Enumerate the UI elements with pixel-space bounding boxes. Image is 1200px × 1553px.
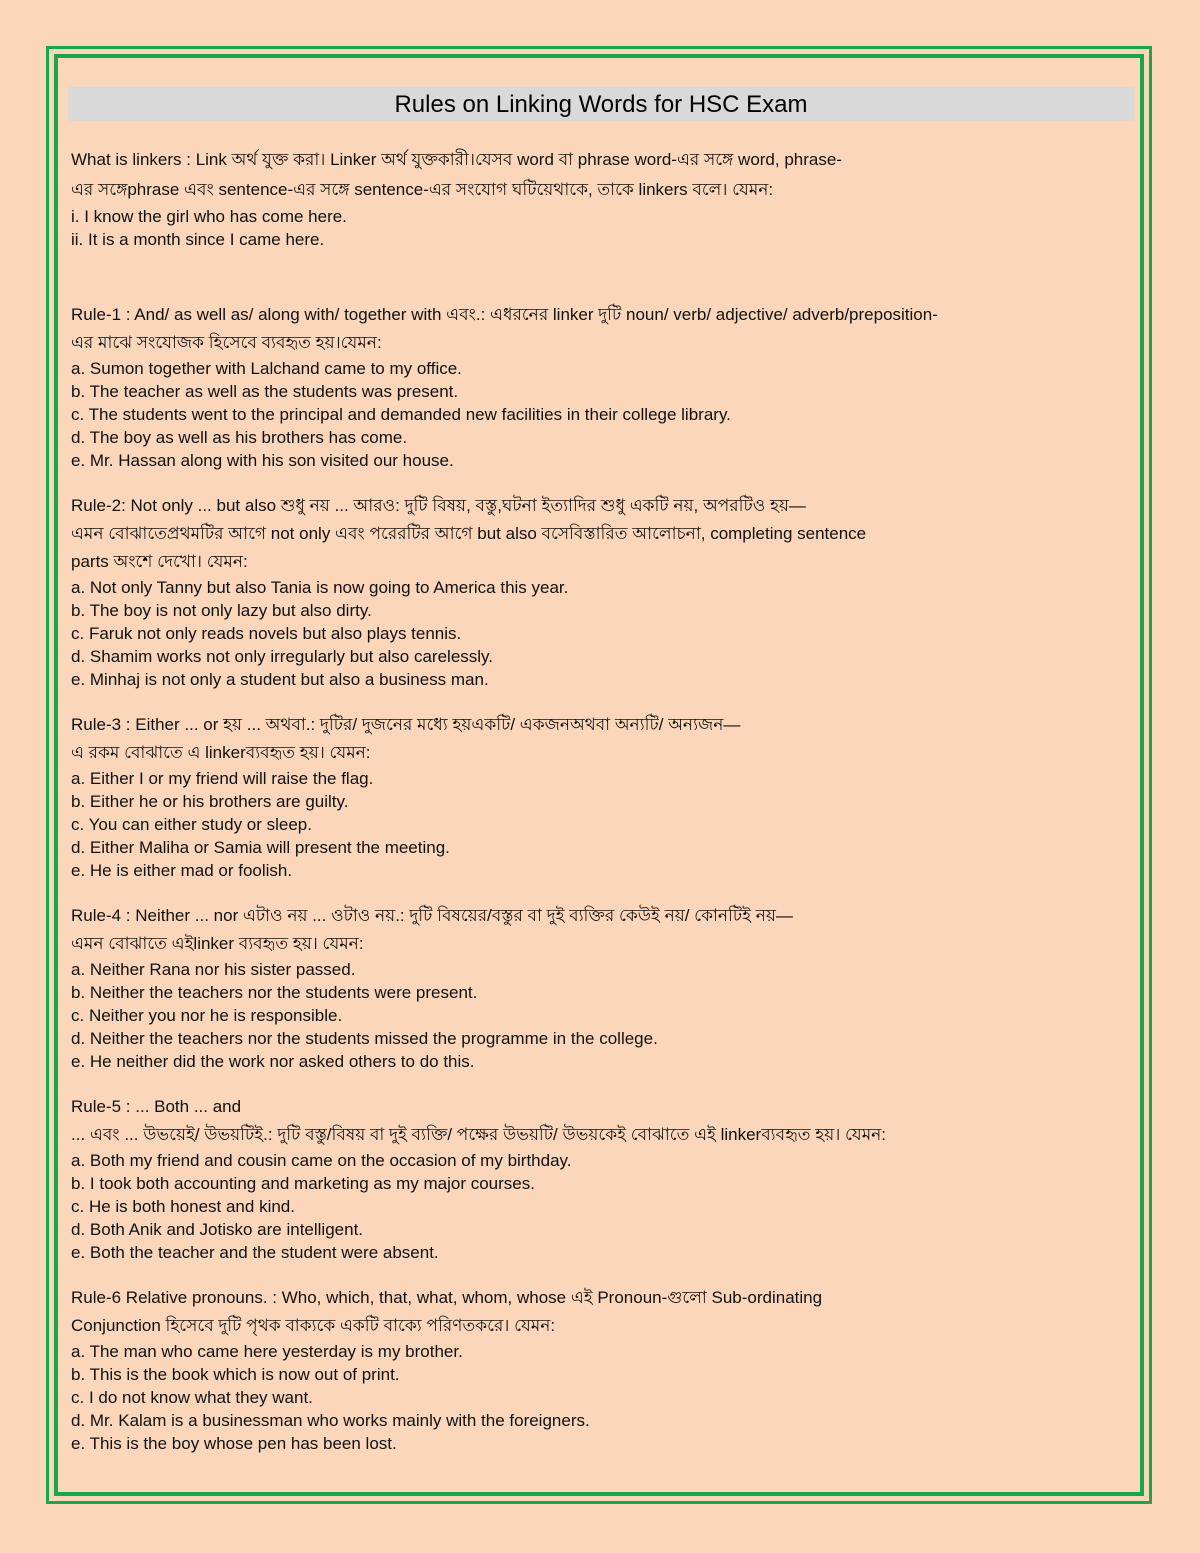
rule-example: d. Neither the teachers nor the students missed the programme in the college. — [71, 1029, 658, 1048]
rule-example: e. Minhaj is not only a student but also a business man. — [71, 670, 489, 689]
rule-4-section — [71, 902, 1121, 1073]
rule-3-section — [71, 711, 1121, 882]
rule-heading-line: ... এবং ... উভয়েই/ উভয়টিই.: দুটি বস্তু/বিষয় বা দুই ব্যক্তি/ পক্ষের উভয়টি/ উভয়কেই বোঝাতে এই linkerব্যবহৃত হয়। যেমন: — [71, 1125, 887, 1144]
document-title: Rules on Linking Words for HSC Exam — [68, 87, 1134, 121]
rule-example: a. Both my friend and cousin came on the occasion of my birthday. — [71, 1151, 572, 1170]
rule-example: b. Either he or his brothers are guilty. — [71, 792, 349, 811]
rule-heading-line: এমন বোঝাতে এইlinker ব্যবহৃত হয়। যেমন: — [71, 934, 364, 953]
rule-example: c. Neither you nor he is responsible. — [71, 1006, 343, 1025]
rule-example: c. You can either study or sleep. — [71, 815, 312, 834]
rule-example: b. The teacher as well as the students was present. — [71, 382, 459, 401]
intro-example: ii. It is a month since I came here. — [71, 230, 325, 249]
rule-heading-line: Rule-2: Not only ... but also শুধু নয় ... আরও: দুটি বিষয়, বস্তু,ঘটনা ইত্যাদির শুধু একটি নয়, অপরটিও হয়— — [71, 496, 806, 515]
rule-example: e. This is the boy whose pen has been lost. — [71, 1434, 397, 1453]
rule-5-section — [71, 1093, 1121, 1264]
rule-example: c. He is both honest and kind. — [71, 1197, 295, 1216]
rule-example: e. He is either mad or foolish. — [71, 861, 293, 880]
rule-example: b. The boy is not only lazy but also dirty. — [71, 601, 372, 620]
rule-heading-line: এমন বোঝাতেপ্রথমটির আগে not only এবং পরেরটির আগে but also বসেবিস্তারিত আলোচনা, completing sentence — [71, 524, 867, 543]
rule-example: d. Shamim works not only irregularly but also carelessly. — [71, 647, 494, 666]
rule-6-section — [71, 1284, 1121, 1455]
rule-heading-line: Conjunction হিসেবে দুটি পৃথক বাক্যকে একটি বাক্যে পরিণতকরে। যেমন: — [71, 1316, 556, 1335]
rule-heading-line: Rule-1 : And/ as well as/ along with/ together with এবং.: এধরনের linker দুটি noun/ verb/ adjective/ adverb/preposition- — [71, 305, 938, 324]
rule-example: c. Faruk not only reads novels but also plays tennis. — [71, 624, 462, 643]
rule-example: c. The students went to the principal and demanded new facilities in their college library. — [71, 405, 731, 424]
rule-example: a. The man who came here yesterday is my brother. — [71, 1342, 463, 1361]
rule-example: d. Both Anik and Jotisko are intelligent. — [71, 1220, 364, 1239]
rule-example: e. Both the teacher and the student were absent. — [71, 1243, 439, 1262]
intro-line: এর সঙ্গেphrase এবং sentence-এর সঙ্গে sentence-এর সংযোগ ঘটিয়েথাকে, তাকে linkers বলে। যেমন: — [71, 180, 774, 199]
rule-heading-line: এ রকম বোঝাতে এ linkerব্যবহৃত হয়। যেমন: — [71, 743, 371, 762]
rule-example: a. Not only Tanny but also Tania is now going to America this year. — [71, 578, 569, 597]
rule-example: b. Neither the teachers nor the students were present. — [71, 983, 478, 1002]
rule-example: a. Sumon together with Lalchand came to my office. — [71, 359, 462, 378]
rule-example: a. Neither Rana nor his sister passed. — [71, 960, 356, 979]
rule-heading-line: এর মাঝে সংযোজক হিসেবে ব্যবহৃত হয়।যেমন: — [71, 333, 382, 352]
rule-example: e. Mr. Hassan along with his son visited our house. — [71, 451, 454, 470]
rule-1-section — [71, 301, 1121, 472]
rule-example: d. Either Maliha or Samia will present the meeting. — [71, 838, 450, 857]
rule-heading-line: Rule-6 Relative pronouns. : Who, which, that, what, whom, whose এই Pronoun-গুলো Sub-ordinating — [71, 1288, 823, 1307]
rule-example: a. Either I or my friend will raise the flag. — [71, 769, 374, 788]
rule-example: d. The boy as well as his brothers has come. — [71, 428, 408, 447]
rule-example: b. This is the book which is now out of print. — [71, 1365, 400, 1384]
intro-example: i. I know the girl who has come here. — [71, 207, 347, 226]
intro-section — [71, 145, 1121, 251]
rule-heading-line: parts অংশে দেখো। যেমন: — [71, 552, 248, 571]
rule-2-section — [71, 492, 1121, 691]
rule-example: b. I took both accounting and marketing as my major courses. — [71, 1174, 535, 1193]
rule-example: e. He neither did the work nor asked others to do this. — [71, 1052, 475, 1071]
rule-example: c. I do not know what they want. — [71, 1388, 313, 1407]
intro-line: What is linkers : Link অর্থ যুক্ত করা। Linker অর্থ যুক্তকারী।যেসব word বা phrase word-এর সঙ্গে word, phrase- — [71, 150, 842, 169]
rule-heading-line: Rule-4 : Neither ... nor এটাও নয় ... ওটাও নয়.: দুটি বিষয়ের/বস্তুর বা দুই ব্যক্তির কেউই নয়/ কোনটিই নয়— — [71, 906, 793, 925]
rule-example: d. Mr. Kalam is a businessman who works mainly with the foreigners. — [71, 1411, 590, 1430]
rule-heading-line: Rule-5 : ... Both ... and — [71, 1097, 242, 1116]
document-body — [71, 145, 1121, 1455]
rule-heading-line: Rule-3 : Either ... or হয় ... অথবা.: দুটির/ দুজনের মধ্যে হয়একটি/ একজনঅথবা অন্যটি/ অন্যজন— — [71, 715, 741, 734]
